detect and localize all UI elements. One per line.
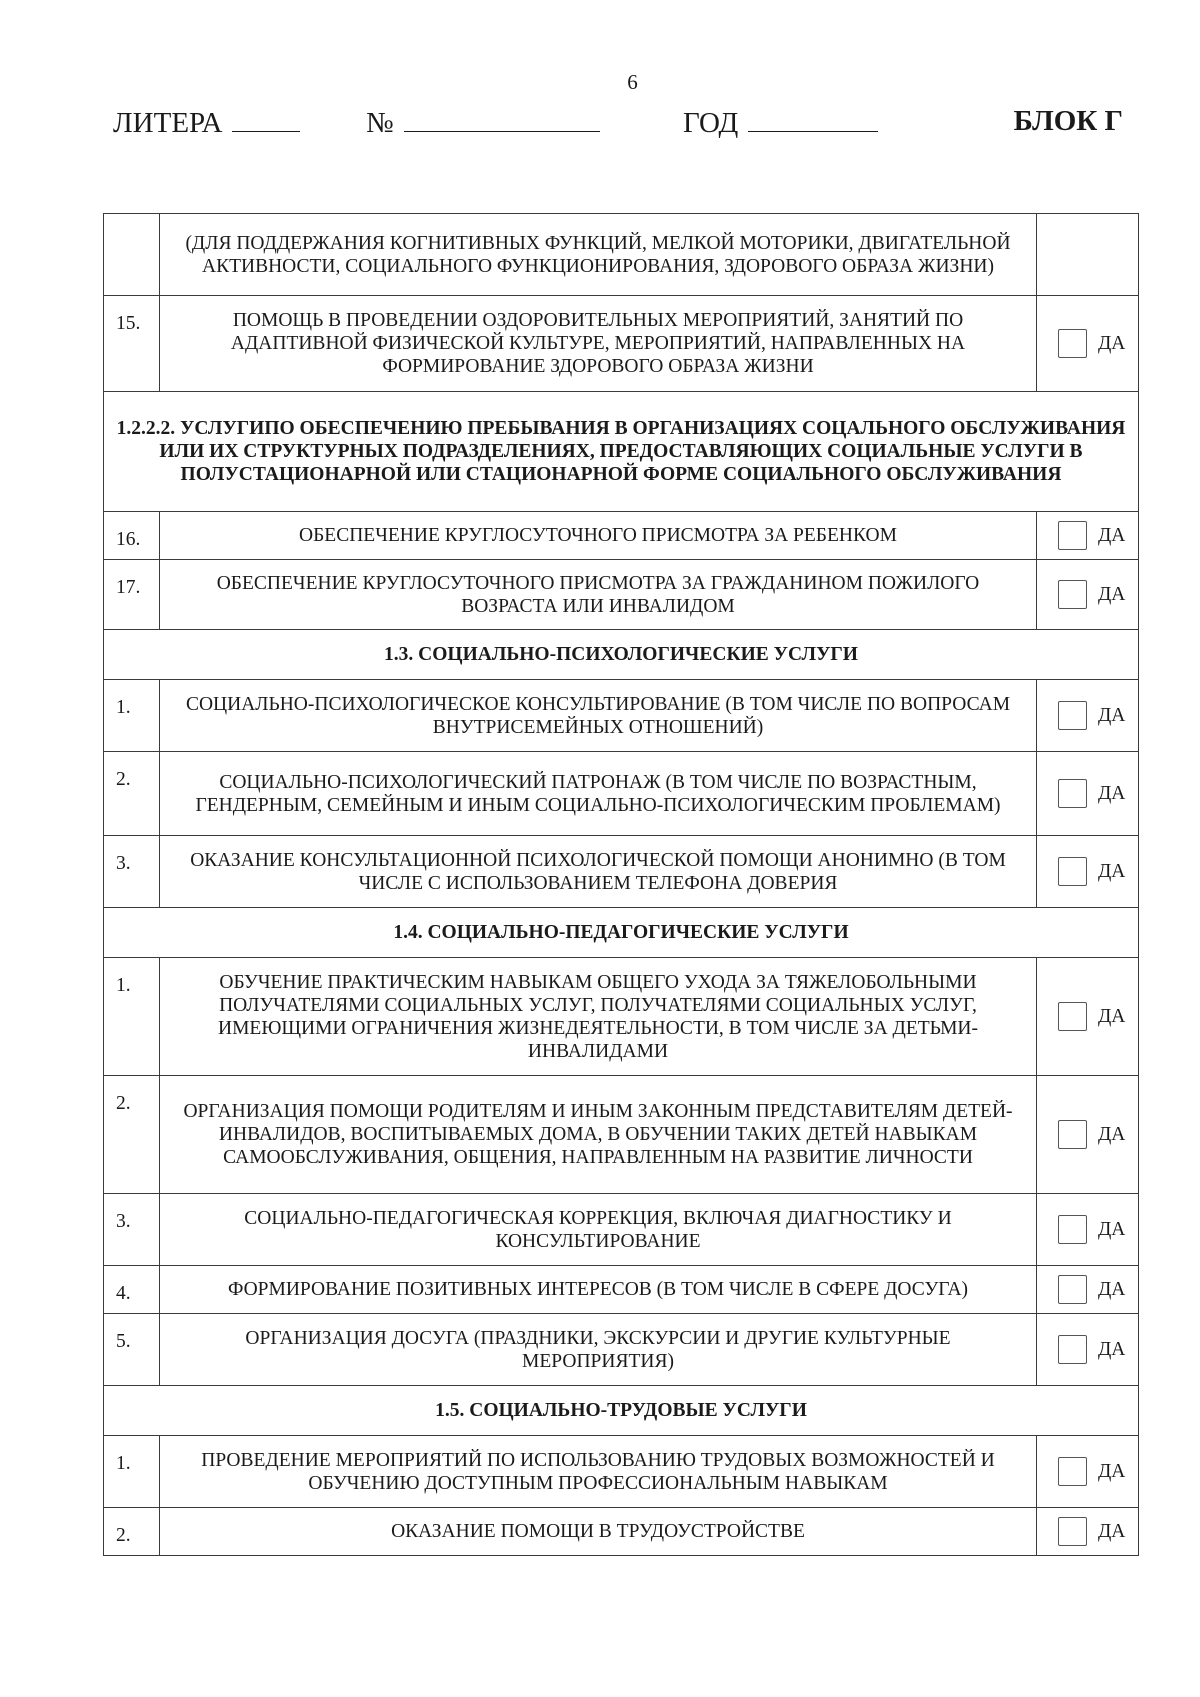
table-row	[104, 1076, 1139, 1194]
table-row	[104, 296, 1139, 392]
answer-group	[1037, 1517, 1138, 1546]
row-number	[104, 214, 160, 296]
row-number: 2.	[104, 752, 160, 836]
table-row	[104, 512, 1139, 560]
yes-checkbox[interactable]	[1058, 1002, 1087, 1031]
row-number: 1.	[104, 958, 160, 1076]
service-description: ОРГАНИЗАЦИЯ ПОМОЩИ РОДИТЕЛЯМ И ИНЫМ ЗАКОННЫМ ПРЕДСТАВИТЕЛЯМ ДЕТЕЙ-ИНВАЛИДОВ, ВОСПИТЫВАЕМЫХ ДОМА, В ОБУЧЕНИИ ТАКИХ ДЕТЕЙ НАВЫКАМ САМООБСЛУЖИВАНИЯ, ОБЩЕНИЯ, НАПРАВЛЕННЫМ НА РАЗВИТИЕ ЛИЧНОСТИ	[160, 1076, 1037, 1194]
service-description: ПОМОЩЬ В ПРОВЕДЕНИИ ОЗДОРОВИТЕЛЬНЫХ МЕРОПРИЯТИЙ, ЗАНЯТИЙ ПО АДАПТИВНОЙ ФИЗИЧЕСКОЙ КУЛЬТУРЕ, МЕРОПРИЯТИЙ, НАПРАВЛЕННЫХ НА ФОРМИРОВАНИЕ ЗДОРОВОГО ОБРАЗА ЖИЗНИ	[160, 296, 1037, 392]
answer-cell	[1037, 214, 1139, 296]
section-header-row	[104, 392, 1139, 512]
answer-cell	[1037, 680, 1139, 752]
page-number: 6	[627, 70, 638, 94]
table-row	[104, 1314, 1139, 1386]
answer-cell	[1037, 512, 1139, 560]
answer-cell	[1037, 1508, 1139, 1556]
table-row	[104, 752, 1139, 836]
answer-group	[1037, 779, 1138, 808]
answer-cell	[1037, 1194, 1139, 1266]
answer-group	[1037, 701, 1138, 730]
answer-cell	[1037, 1314, 1139, 1386]
services-table	[103, 213, 1139, 1556]
row-number: 3.	[104, 1194, 160, 1266]
service-description: ОКАЗАНИЕ КОНСУЛЬТАЦИОННОЙ ПСИХОЛОГИЧЕСКОЙ ПОМОЩИ АНОНИМНО (В ТОМ ЧИСЛЕ С ИСПОЛЬЗОВАНИЕМ ТЕЛЕФОНА ДОВЕРИЯ	[160, 836, 1037, 908]
section-title: 1.5. СОЦИАЛЬНО-ТРУДОВЫЕ УСЛУГИ	[104, 1386, 1139, 1436]
table-row	[104, 836, 1139, 908]
service-description: СОЦИАЛЬНО-ПСИХОЛОГИЧЕСКОЕ КОНСУЛЬТИРОВАНИЕ (В ТОМ ЧИСЛЕ ПО ВОПРОСАМ ВНУТРИСЕМЕЙНЫХ ОТНОШЕНИЙ)	[160, 680, 1037, 752]
table-row	[104, 1194, 1139, 1266]
answer-group	[1037, 1335, 1138, 1364]
litera-label: ЛИТЕРА	[113, 107, 223, 139]
yes-label: ДА	[1098, 333, 1126, 354]
service-description: СОЦИАЛЬНО-ПЕДАГОГИЧЕСКАЯ КОРРЕКЦИЯ, ВКЛЮЧАЯ ДИАГНОСТИКУ И КОНСУЛЬТИРОВАНИЕ	[160, 1194, 1037, 1266]
yes-label: ДА	[1098, 705, 1126, 726]
answer-group	[1037, 580, 1138, 609]
number-input-line[interactable]	[404, 105, 600, 132]
answer-cell	[1037, 958, 1139, 1076]
yes-checkbox[interactable]	[1058, 701, 1087, 730]
number-label: №	[366, 107, 394, 139]
yes-checkbox[interactable]	[1058, 779, 1087, 808]
table-row	[104, 1508, 1139, 1556]
table-row	[104, 680, 1139, 752]
yes-checkbox[interactable]	[1058, 1335, 1087, 1364]
yes-checkbox[interactable]	[1058, 1120, 1087, 1149]
yes-checkbox[interactable]	[1058, 1457, 1087, 1486]
yes-label: ДА	[1098, 525, 1126, 546]
answer-group	[1037, 329, 1138, 358]
number-field	[366, 105, 600, 140]
service-description: ОБЕСПЕЧЕНИЕ КРУГЛОСУТОЧНОГО ПРИСМОТРА ЗА ГРАЖДАНИНОМ ПОЖИЛОГО ВОЗРАСТА ИЛИ ИНВАЛИДОМ	[160, 560, 1037, 630]
service-description: ОРГАНИЗАЦИЯ ДОСУГА (ПРАЗДНИКИ, ЭКСКУРСИИ И ДРУГИЕ КУЛЬТУРНЫЕ МЕРОПРИЯТИЯ)	[160, 1314, 1037, 1386]
yes-checkbox[interactable]	[1058, 1517, 1087, 1546]
answer-cell	[1037, 1266, 1139, 1314]
answer-cell	[1037, 296, 1139, 392]
answer-group	[1037, 857, 1138, 886]
answer-cell	[1037, 1076, 1139, 1194]
service-description: ФОРМИРОВАНИЕ ПОЗИТИВНЫХ ИНТЕРЕСОВ (В ТОМ ЧИСЛЕ В СФЕРЕ ДОСУГА)	[160, 1266, 1037, 1314]
yes-label: ДА	[1098, 783, 1126, 804]
service-description: СОЦИАЛЬНО-ПСИХОЛОГИЧЕСКИЙ ПАТРОНАЖ (В ТОМ ЧИСЛЕ ПО ВОЗРАСТНЫМ, ГЕНДЕРНЫМ, СЕМЕЙНЫМ И ИНЫМ СОЦИАЛЬНО-ПСИХОЛОГИЧЕСКИМ ПРОБЛЕМАМ)	[160, 752, 1037, 836]
answer-cell	[1037, 836, 1139, 908]
yes-checkbox[interactable]	[1058, 1215, 1087, 1244]
answer-cell	[1037, 560, 1139, 630]
form-header	[113, 105, 1123, 145]
yes-label: ДА	[1098, 1461, 1126, 1482]
answer-group	[1037, 1215, 1138, 1244]
row-number: 17.	[104, 560, 160, 630]
table-row	[104, 560, 1139, 630]
yes-label: ДА	[1098, 1521, 1126, 1542]
answer-group	[1037, 1457, 1138, 1486]
yes-label: ДА	[1098, 584, 1126, 605]
yes-checkbox[interactable]	[1058, 1275, 1087, 1304]
year-label: ГОД	[683, 107, 739, 139]
answer-group	[1037, 1002, 1138, 1031]
yes-checkbox[interactable]	[1058, 521, 1087, 550]
service-description: ПРОВЕДЕНИЕ МЕРОПРИЯТИЙ ПО ИСПОЛЬЗОВАНИЮ ТРУДОВЫХ ВОЗМОЖНОСТЕЙ И ОБУЧЕНИЮ ДОСТУПНЫМ ПРОФЕССИОНАЛЬНЫМ НАВЫКАМ	[160, 1436, 1037, 1508]
row-number: 2.	[104, 1076, 160, 1194]
section-header-row	[104, 1386, 1139, 1436]
yes-label: ДА	[1098, 1124, 1126, 1145]
yes-label: ДА	[1098, 1339, 1126, 1360]
yes-checkbox[interactable]	[1058, 329, 1087, 358]
answer-cell	[1037, 752, 1139, 836]
service-description: ОБУЧЕНИЕ ПРАКТИЧЕСКИМ НАВЫКАМ ОБЩЕГО УХОДА ЗА ТЯЖЕЛОБОЛЬНЫМИ ПОЛУЧАТЕЛЯМИ СОЦИАЛЬНЫХ УСЛУГ, ПОЛУЧАТЕЛЯМИ СОЦИАЛЬНЫХ УСЛУГ, ИМЕЮЩИМИ ОГРАНИЧЕНИЯ ЖИЗНЕДЕЯТЕЛЬНОСТИ, В ТОМ ЧИСЛЕ ЗА ДЕТЬМИ-ИНВАЛИДАМИ	[160, 958, 1037, 1076]
yes-label: ДА	[1098, 1219, 1126, 1240]
service-description: ОКАЗАНИЕ ПОМОЩИ В ТРУДОУСТРОЙСТВЕ	[160, 1508, 1037, 1556]
section-title: 1.2.2.2. УСЛУГИПО ОБЕСПЕЧЕНИЮ ПРЕБЫВАНИЯ В ОРГАНИЗАЦИЯХ СОЦАЛЬНОГО ОБСЛУЖИВАНИЯ ИЛИ ИХ СТРУКТУРНЫХ ПОДРАЗДЕЛЕНИЯХ, ПРЕДОСТАВЛЯЮЩИХ СОЦИАЛЬНЫЕ УСЛУГИ В ПОЛУСТАЦИОНАРНОЙ ИЛИ СТАЦИОНАРНОЙ ФОРМЕ СОЦИАЛЬНОГО ОБСЛУЖИВАНИЯ	[104, 392, 1139, 512]
row-number: 2.	[104, 1508, 160, 1556]
section-title: 1.3. СОЦИАЛЬНО-ПСИХОЛОГИЧЕСКИЕ УСЛУГИ	[104, 630, 1139, 680]
answer-group	[1037, 1120, 1138, 1149]
row-number: 3.	[104, 836, 160, 908]
yes-checkbox[interactable]	[1058, 580, 1087, 609]
row-number: 5.	[104, 1314, 160, 1386]
section-title: 1.4. СОЦИАЛЬНО-ПЕДАГОГИЧЕСКИЕ УСЛУГИ	[104, 908, 1139, 958]
answer-group	[1037, 1275, 1138, 1304]
yes-label: ДА	[1098, 861, 1126, 882]
service-description: ОБЕСПЕЧЕНИЕ КРУГЛОСУТОЧНОГО ПРИСМОТРА ЗА РЕБЕНКОМ	[160, 512, 1037, 560]
answer-cell	[1037, 1436, 1139, 1508]
service-description: (ДЛЯ ПОДДЕРЖАНИЯ КОГНИТИВНЫХ ФУНКЦИЙ, МЕЛКОЙ МОТОРИКИ, ДВИГАТЕЛЬНОЙ АКТИВНОСТИ, СОЦИАЛЬНОГО ФУНКЦИОНИРОВАНИЯ, ЗДОРОВОГО ОБРАЗА ЖИЗНИ)	[160, 214, 1037, 296]
row-number: 4.	[104, 1266, 160, 1314]
row-number: 1.	[104, 680, 160, 752]
row-number: 16.	[104, 512, 160, 560]
yes-checkbox[interactable]	[1058, 857, 1087, 886]
section-header-row	[104, 908, 1139, 958]
table-row	[104, 958, 1139, 1076]
row-number: 15.	[104, 296, 160, 392]
row-number: 1.	[104, 1436, 160, 1508]
block-label: БЛОК Г	[1013, 105, 1123, 137]
year-input-line[interactable]	[748, 105, 878, 132]
table-row	[104, 1436, 1139, 1508]
table-row	[104, 1266, 1139, 1314]
year-field	[683, 105, 878, 140]
answer-group	[1037, 521, 1138, 550]
litera-input-line[interactable]	[232, 105, 300, 132]
yes-label: ДА	[1098, 1279, 1126, 1300]
yes-label: ДА	[1098, 1006, 1126, 1027]
litera-field	[113, 105, 300, 140]
section-header-row	[104, 630, 1139, 680]
table-row	[104, 214, 1139, 296]
